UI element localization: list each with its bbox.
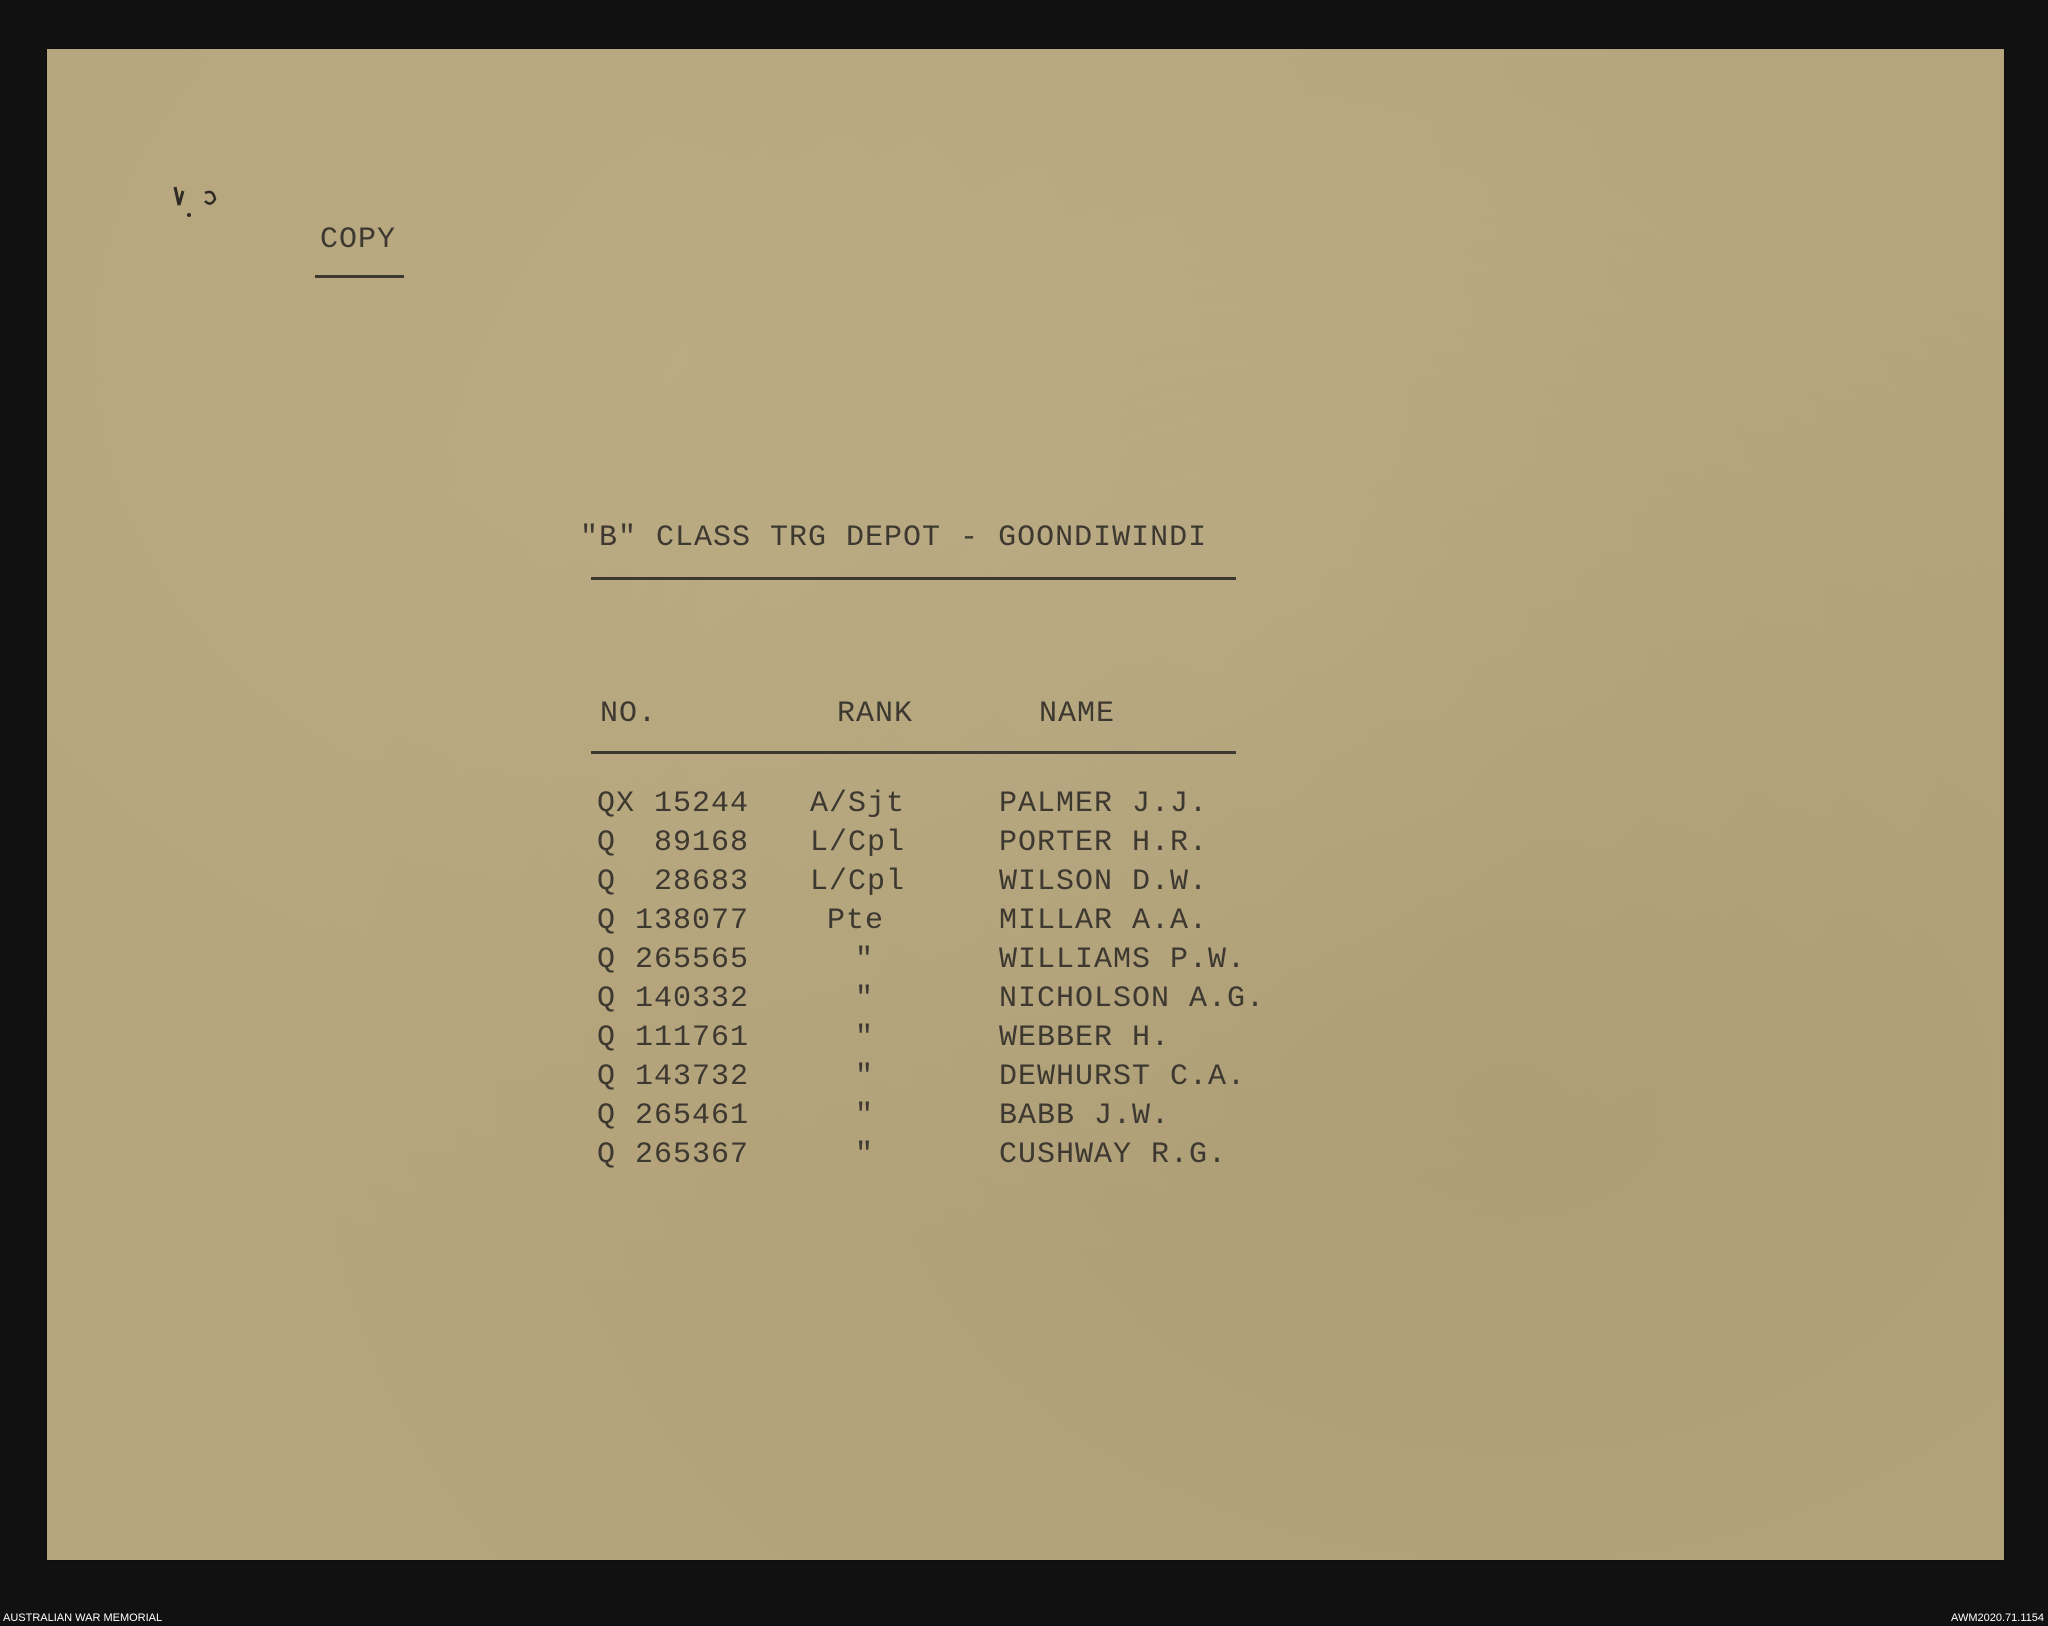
service-number: Q 265565 xyxy=(597,943,750,977)
document-title: "B" CLASS TRG DEPOT - GOONDIWINDI xyxy=(580,521,1208,555)
soldier-name: CUSHWAY R.G. xyxy=(999,1138,1228,1172)
document-page xyxy=(47,49,2004,1560)
service-number: Q 89168 xyxy=(597,826,750,860)
soldier-name: PORTER H.R. xyxy=(999,826,1209,860)
header-name: NAME xyxy=(1039,697,1116,731)
handwritten-mark xyxy=(165,179,225,229)
soldier-name: WILSON D.W. xyxy=(999,865,1209,899)
rank: Pte xyxy=(827,904,885,938)
soldier-name: PALMER J.J. xyxy=(999,787,1209,821)
copy-label: COPY xyxy=(320,223,397,257)
soldier-name: BABB J.W. xyxy=(999,1099,1171,1133)
rank: " xyxy=(855,943,875,977)
roster-table xyxy=(47,789,2004,1189)
header-no: NO. xyxy=(600,697,658,731)
table-row xyxy=(47,1101,2004,1140)
soldier-name: DEWHURST C.A. xyxy=(999,1060,1247,1094)
service-number: Q 28683 xyxy=(597,865,750,899)
table-row xyxy=(47,789,2004,828)
rank: " xyxy=(855,982,875,1016)
title-underline xyxy=(591,577,1236,580)
rank: " xyxy=(855,1138,875,1172)
service-number: Q 265461 xyxy=(597,1099,750,1133)
rank: L/Cpl xyxy=(810,826,906,860)
service-number: Q 265367 xyxy=(597,1138,750,1172)
copy-underline xyxy=(315,275,404,278)
soldier-name: WEBBER H. xyxy=(999,1021,1171,1055)
soldier-name: MILLAR A.A. xyxy=(999,904,1209,938)
rank: " xyxy=(855,1021,875,1055)
rank: A/Sjt xyxy=(810,787,906,821)
rank: " xyxy=(855,1060,875,1094)
table-row xyxy=(47,1023,2004,1062)
soldier-name: WILLIAMS P.W. xyxy=(999,943,1247,977)
rank: " xyxy=(855,1099,875,1133)
header-rank: RANK xyxy=(837,697,914,731)
table-row xyxy=(47,945,2004,984)
service-number: Q 111761 xyxy=(597,1021,750,1055)
table-row xyxy=(47,906,2004,945)
table-row xyxy=(47,984,2004,1023)
service-number: Q 143732 xyxy=(597,1060,750,1094)
table-row xyxy=(47,828,2004,867)
header-underline xyxy=(591,751,1236,754)
table-row xyxy=(47,867,2004,906)
table-row xyxy=(47,1062,2004,1101)
soldier-name: NICHOLSON A.G. xyxy=(999,982,1266,1016)
service-number: QX 15244 xyxy=(597,787,750,821)
service-number: Q 140332 xyxy=(597,982,750,1016)
table-row xyxy=(47,1140,2004,1179)
footer-credit: AUSTRALIAN WAR MEMORIAL xyxy=(3,1612,163,1624)
footer-accession-number: AWM2020.71.1154 xyxy=(1951,1612,2044,1624)
rank: L/Cpl xyxy=(810,865,906,899)
service-number: Q 138077 xyxy=(597,904,750,938)
